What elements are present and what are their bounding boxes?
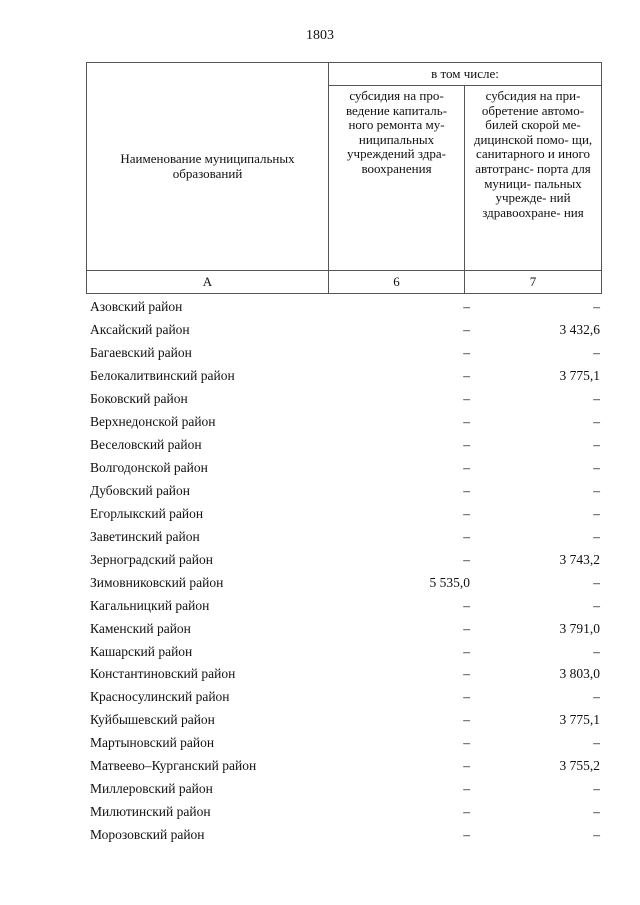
- row-value-col7: 3 775,1: [559, 712, 600, 728]
- row-value-col6: –: [463, 368, 470, 384]
- num-6-cell: 6: [329, 271, 465, 294]
- row-name: Куйбышевский район: [90, 712, 215, 728]
- table-row: [90, 732, 600, 755]
- table-row: [90, 296, 600, 319]
- row-value-col7: –: [593, 643, 600, 659]
- row-value-col7: –: [593, 804, 600, 820]
- row-value-col7: 3 432,6: [559, 322, 600, 338]
- row-value-col7: –: [593, 574, 600, 590]
- table-row: [90, 663, 600, 686]
- row-value-col6: –: [463, 414, 470, 430]
- row-value-col6: –: [463, 666, 470, 682]
- row-value-col7: –: [593, 460, 600, 476]
- row-value-col6: –: [463, 758, 470, 774]
- row-name: Зерноградский район: [90, 551, 213, 567]
- row-value-col6: –: [463, 643, 470, 659]
- row-value-col6: –: [463, 551, 470, 567]
- row-name: Верхнедонской район: [90, 414, 216, 430]
- row-value-col6: –: [463, 322, 470, 338]
- table-row: [90, 548, 600, 571]
- row-name: Кагальницкий район: [90, 597, 210, 613]
- row-name: Миллеровский район: [90, 781, 213, 797]
- num-7-cell: 7: [465, 271, 602, 294]
- table-row: [90, 824, 600, 847]
- row-value-col6: 5 535,0: [429, 574, 470, 590]
- row-value-col6: –: [463, 345, 470, 361]
- row-value-col7: –: [593, 689, 600, 705]
- row-value-col7: –: [593, 414, 600, 430]
- in-that-number-header: в том числе:: [329, 63, 602, 86]
- row-value-col6: –: [463, 804, 470, 820]
- row-name: Багаевский район: [90, 345, 192, 361]
- row-value-col6: –: [463, 827, 470, 843]
- table-row: [90, 640, 600, 663]
- row-value-col7: 3 755,2: [559, 758, 600, 774]
- row-value-col6: –: [463, 391, 470, 407]
- table-row: [90, 365, 600, 388]
- table-row: [90, 778, 600, 801]
- table-row: [90, 342, 600, 365]
- row-name: Константиновский район: [90, 666, 236, 682]
- table-row: [90, 571, 600, 594]
- table-row: [90, 686, 600, 709]
- table-row: [90, 755, 600, 778]
- row-value-col6: –: [463, 781, 470, 797]
- row-value-col6: –: [463, 299, 470, 315]
- row-value-col7: 3 775,1: [559, 368, 600, 384]
- row-value-col6: –: [463, 735, 470, 751]
- row-value-col6: –: [463, 712, 470, 728]
- table-row: [90, 801, 600, 824]
- data-rows: [90, 296, 600, 847]
- row-value-col6: –: [463, 505, 470, 521]
- table-row: [90, 709, 600, 732]
- table-row: [90, 411, 600, 434]
- row-value-col7: –: [593, 345, 600, 361]
- row-value-col7: –: [593, 391, 600, 407]
- col7-header-text: субсидия на при- обретение автомо- билей скорой ме- дицинской помо- щи, санитарного и иного автотранс- порта для муници- пальных учрежде- ний здравоохране- ния: [473, 88, 593, 220]
- row-name: Волгодонской район: [90, 460, 208, 476]
- col7-header: [465, 86, 602, 271]
- table-row: [90, 388, 600, 411]
- row-value-col7: –: [593, 482, 600, 498]
- row-value-col7: –: [593, 437, 600, 453]
- row-value-col7: –: [593, 528, 600, 544]
- name-column-header: [87, 63, 329, 271]
- row-name: Матвеево–Курганский район: [90, 758, 257, 774]
- row-value-col6: –: [463, 689, 470, 705]
- table-row: [90, 434, 600, 457]
- row-value-col7: –: [593, 735, 600, 751]
- row-name: Дубовский район: [90, 482, 191, 498]
- row-name: Мартыновский район: [90, 735, 215, 751]
- row-value-col7: –: [593, 597, 600, 613]
- row-value-col6: –: [463, 437, 470, 453]
- row-value-col7: –: [593, 299, 600, 315]
- row-name: Азовский район: [90, 299, 183, 315]
- table-row: [90, 457, 600, 480]
- row-value-col7: 3 791,0: [559, 620, 600, 636]
- table-row: [90, 594, 600, 617]
- row-name: Белокалитвинский район: [90, 368, 235, 384]
- row-value-col7: 3 803,0: [559, 666, 600, 682]
- row-name: Каменский район: [90, 620, 191, 636]
- name-column-header-text: Наименование муниципальных образований: [120, 150, 295, 181]
- row-value-col6: –: [463, 528, 470, 544]
- num-name-cell: А: [87, 271, 329, 294]
- table-row: [90, 617, 600, 640]
- row-value-col7: –: [593, 781, 600, 797]
- row-value-col6: –: [463, 482, 470, 498]
- row-name: Красносулинский район: [90, 689, 230, 705]
- table-row: [90, 319, 600, 342]
- table-header: [86, 62, 602, 294]
- row-value-col7: 3 743,2: [559, 551, 600, 567]
- row-value-col6: –: [463, 597, 470, 613]
- row-name: Морозовский район: [90, 827, 205, 843]
- row-name: Аксайский район: [90, 322, 190, 338]
- row-name: Боковский район: [90, 391, 188, 407]
- row-name: Егорлыкский район: [90, 505, 204, 521]
- table-row: [90, 525, 600, 548]
- row-name: Кашарский район: [90, 643, 193, 659]
- row-name: Милютинский район: [90, 804, 211, 820]
- page-number: 1803: [306, 28, 334, 43]
- col6-header: [329, 86, 465, 271]
- row-name: Зимовниковский район: [90, 574, 224, 590]
- row-name: Веселовский район: [90, 437, 202, 453]
- row-name: Заветинский район: [90, 528, 200, 544]
- row-value-col6: –: [463, 460, 470, 476]
- table-row: [90, 480, 600, 503]
- col6-header-text: субсидия на про- ведение капиталь- ного ремонта му- ниципальных учреждений здра- воохранения: [345, 88, 448, 176]
- row-value-col7: –: [593, 505, 600, 521]
- row-value-col7: –: [593, 827, 600, 843]
- row-value-col6: –: [463, 620, 470, 636]
- table-row: [90, 502, 600, 525]
